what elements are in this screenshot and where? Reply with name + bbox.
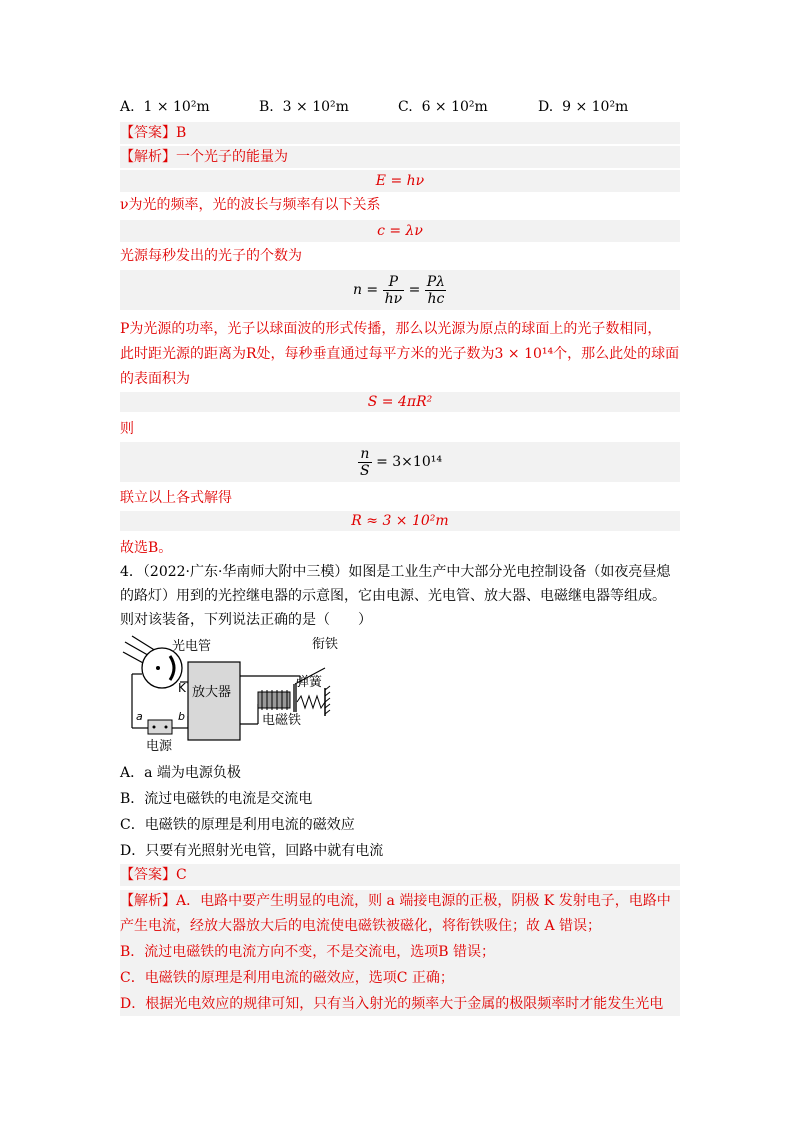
option-d-prev: D. 9 × 10²m	[538, 99, 629, 115]
analysis-1-line6: 的表面积为	[120, 371, 190, 387]
answer-2: 【答案】C	[120, 867, 187, 883]
question-4-line1: 4．（2022·广东·华南师大附中三模）如图是工业生产中大部分光电控制设备（如夜亮昼熄	[120, 564, 671, 580]
equation-density: $\frac{n}{S}$ = 3×10¹⁴	[360, 445, 442, 479]
option-b: B．流过电磁铁的电流是交流电	[120, 791, 313, 807]
label-amplifier: 放大器	[192, 685, 232, 700]
label-a: a	[136, 710, 143, 723]
analysis-2-b: B．流过电磁铁的电流方向不变，不是交流电，选项B 错误；	[120, 944, 496, 960]
analysis-1-line1: 【解析】一个光子的能量为	[120, 149, 288, 165]
analysis-1-line5: 此时距光源的距离为R处，每秒垂直通过每平方米的光子数为3 × 10¹⁴个，那么此处的球面	[120, 346, 680, 362]
analysis-1-line8: 联立以上各式解得	[120, 490, 232, 506]
label-spring: 弹簧	[296, 675, 323, 690]
question-4-line3: 则对该装备，下列说法正确的是（ ）	[120, 612, 372, 628]
equation-result: R ≈ 3 × 10²m	[351, 513, 449, 529]
label-b: b	[178, 710, 185, 723]
label-photocell: 光电管	[172, 639, 212, 654]
analysis-1-line2: ν为光的频率，光的波长与频率有以下关系	[120, 197, 381, 213]
option-c: C．电磁铁的原理是利用电流的磁效应	[120, 817, 355, 833]
analysis-1-line3: 光源每秒发出的光子的个数为	[120, 248, 302, 264]
analysis-2-c: C．电磁铁的原理是利用电流的磁效应，选项C 正确；	[120, 970, 454, 986]
label-armature: 衔铁	[312, 637, 339, 652]
equation-photon-count: n = $\frac{P}{h\nu}$ = $\frac{P\lambda}{hc}$	[352, 273, 446, 307]
option-c-prev: C. 6 × 10²m	[398, 99, 488, 115]
label-electromagnet: 电磁铁	[262, 713, 302, 728]
analysis-2-a1: 【解析】A．电路中要产生明显的电流，则 a 端接电源的正极，阴极 K 发射电子，电路中	[120, 893, 671, 909]
answer-1: 【答案】B	[120, 125, 187, 141]
question-4-line2: 的路灯）用到的光控继电器的示意图，它由电源、光电管、放大器、电磁继电器等组成。	[120, 588, 666, 604]
option-d: D．只要有光照射光电管，回路中就有电流	[120, 843, 384, 859]
analysis-1-line4: P为光源的功率，光子以球面波的形式传播，那么以光源为原点的球面上的光子数相同，	[120, 321, 662, 337]
equation-wave: c = λν	[377, 223, 423, 239]
label-power-source: 电源	[146, 739, 173, 754]
relay-circuit-diagram	[120, 632, 350, 756]
analysis-1-line9: 故选B。	[120, 540, 173, 556]
analysis-1-line7: 则	[120, 421, 134, 437]
analysis-2-d: D．根据光电效应的规律可知，只有当入射光的频率大于金属的极限频率时才能发生光电	[120, 996, 664, 1012]
option-b-prev: B. 3 × 10²m	[259, 99, 349, 115]
label-k: K	[178, 681, 186, 695]
option-a-prev: A. 1 × 10²m	[120, 99, 210, 115]
option-a: A．a 端为电源负极	[120, 765, 241, 781]
equation-area: S = 4πR²	[367, 394, 433, 410]
analysis-2-a2: 产生电流，经放大器放大后的电流使电磁铁被磁化，将衔铁吸住；故 A 错误；	[120, 918, 602, 934]
equation-energy: E = hν	[375, 173, 425, 189]
